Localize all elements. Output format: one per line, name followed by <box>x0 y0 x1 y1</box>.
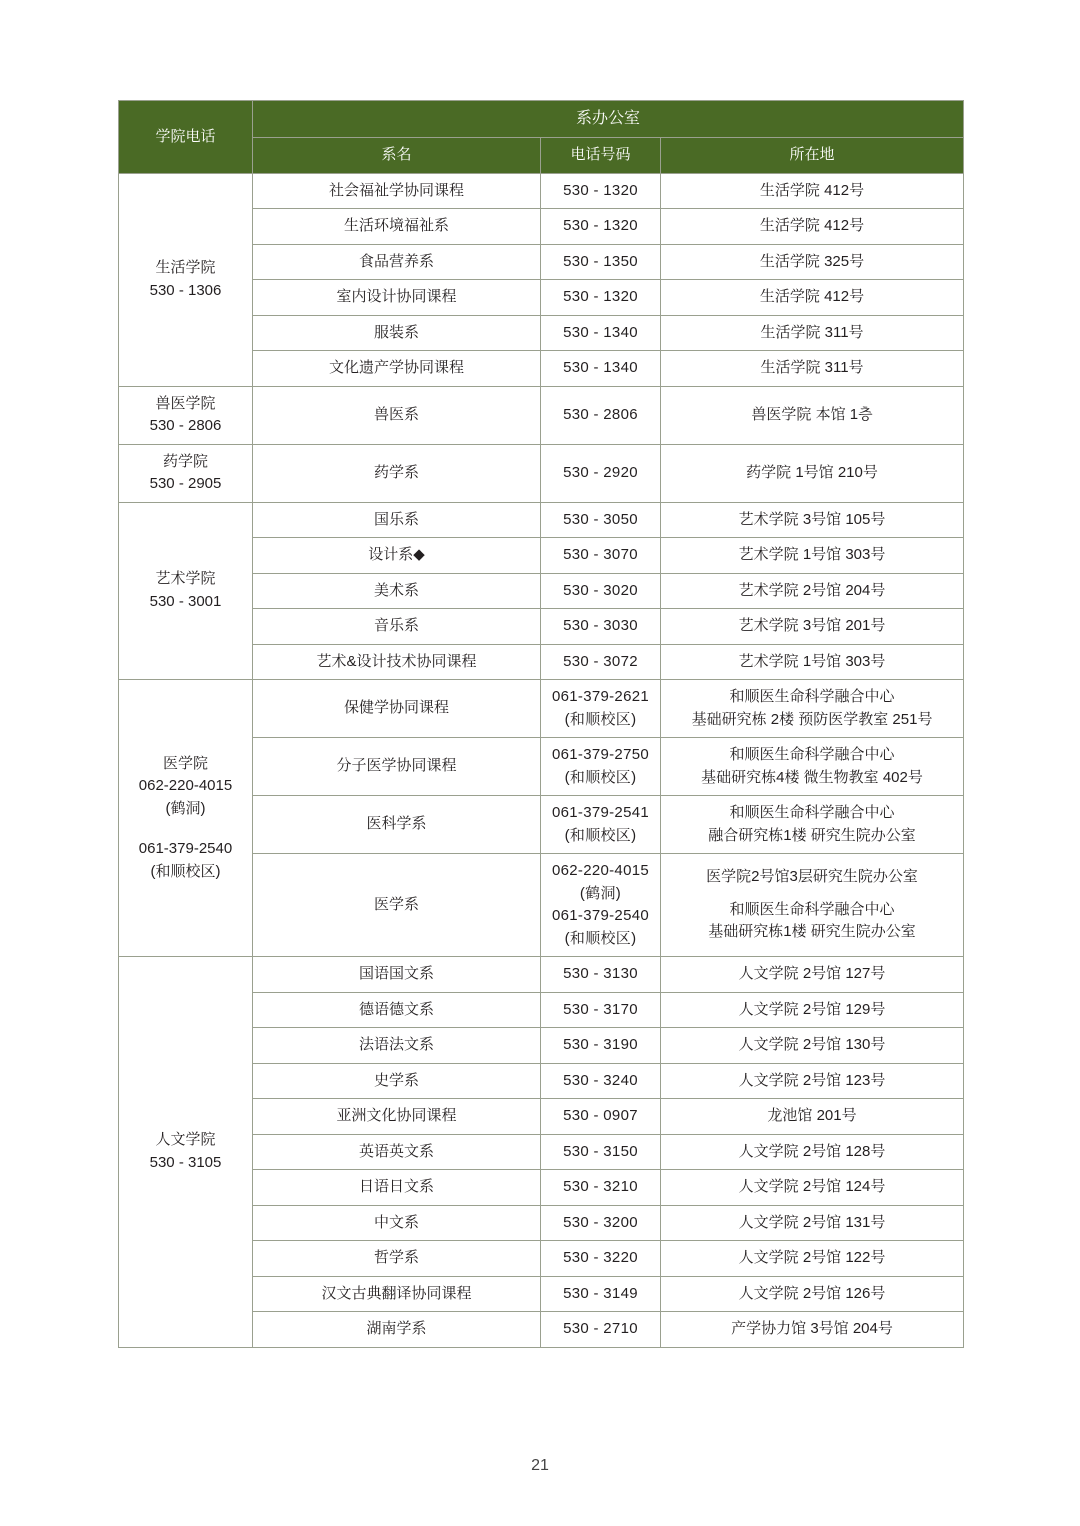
department-location: 生活学院 412号 <box>661 209 964 245</box>
department-location: 艺术学院 1号馆 303号 <box>661 644 964 680</box>
department-location: 人文学院 2号馆 128号 <box>661 1134 964 1170</box>
department-name: 食品营养系 <box>253 244 541 280</box>
department-location: 产学协力馆 3号馆 204号 <box>661 1312 964 1348</box>
phone-line: 061-379-2621 <box>551 688 649 705</box>
department-location <box>661 796 964 854</box>
table-row <box>119 173 964 209</box>
location-line: 融合研究栋1楼 研究生院办公室 <box>708 826 916 844</box>
department-location <box>661 680 964 738</box>
department-name: 医学系 <box>253 854 541 957</box>
table-header <box>119 101 964 174</box>
department-name: 音乐系 <box>253 609 541 645</box>
department-phone: 530 - 3149 <box>541 1276 661 1312</box>
college-campus-1: (鹤洞) <box>165 799 206 817</box>
department-name: 史学系 <box>253 1063 541 1099</box>
department-name: 药学系 <box>253 444 541 502</box>
department-phone: 530 - 3150 <box>541 1134 661 1170</box>
department-location: 艺术学院 3号馆 105号 <box>661 502 964 538</box>
department-phone: 530 - 1320 <box>541 209 661 245</box>
college-phone-1: 062-220-4015 <box>138 777 233 795</box>
location-line: 基础研究栋4楼 微生物教室 402号 <box>701 768 923 786</box>
college-cell <box>119 680 253 957</box>
department-name: 设计系◆ <box>253 538 541 574</box>
department-name: 英语英文系 <box>253 1134 541 1170</box>
college-phone: 530 - 2806 <box>149 417 222 434</box>
location-line: 和顺医生命科学融合中心 <box>729 746 895 763</box>
department-name: 国乐系 <box>253 502 541 538</box>
spacer <box>665 889 959 899</box>
department-location: 药学院 1号馆 210号 <box>661 444 964 502</box>
college-cell <box>119 957 253 1348</box>
college-name: 药学院 <box>162 452 208 470</box>
department-name: 亚洲文化协同课程 <box>253 1099 541 1135</box>
phone-line: 062-220-4015 <box>551 862 649 879</box>
department-location: 生活学院 325号 <box>661 244 964 280</box>
department-location <box>661 854 964 957</box>
department-phone: 530 - 1340 <box>541 351 661 387</box>
table-row <box>119 444 964 502</box>
department-name: 日语日文系 <box>253 1170 541 1206</box>
department-name: 汉文古典翻译协同课程 <box>253 1276 541 1312</box>
header-college-phone: 学院电话 <box>119 101 253 174</box>
department-phone: 530 - 2806 <box>541 386 661 444</box>
department-phone: 530 - 1340 <box>541 315 661 351</box>
college-phone: 530 - 3105 <box>149 1153 222 1171</box>
college-campus-2: (和顺校区) <box>150 862 221 880</box>
table-row <box>119 386 964 444</box>
department-phone <box>541 680 661 738</box>
college-name: 兽医学院 <box>155 394 216 412</box>
department-name: 法语法文系 <box>253 1028 541 1064</box>
department-name: 湖南学系 <box>253 1312 541 1348</box>
header-location: 所在地 <box>661 138 964 174</box>
phone-line: 061-379-2750 <box>551 746 649 763</box>
department-name: 文化遗产学协同课程 <box>253 351 541 387</box>
college-phone: 530 - 1306 <box>149 281 222 299</box>
department-name: 国语国文系 <box>253 957 541 993</box>
phone-campus: (和顺校区) <box>564 826 637 844</box>
table-header-row-1 <box>119 101 964 138</box>
college-phone-2: 061-379-2540 <box>138 840 233 858</box>
department-location: 人文学院 2号馆 131号 <box>661 1205 964 1241</box>
department-phone: 530 - 3170 <box>541 992 661 1028</box>
department-location: 生活学院 412号 <box>661 173 964 209</box>
department-name: 服装系 <box>253 315 541 351</box>
department-phone: 530 - 2920 <box>541 444 661 502</box>
college-name: 人文学院 <box>155 1131 216 1149</box>
department-name: 医科学系 <box>253 796 541 854</box>
department-name: 中文系 <box>253 1205 541 1241</box>
department-location: 生活学院 412号 <box>661 280 964 316</box>
college-cell <box>119 173 253 386</box>
department-location: 人文学院 2号馆 126号 <box>661 1276 964 1312</box>
page-number: 21 <box>531 1457 549 1474</box>
department-location: 生活学院 311号 <box>661 351 964 387</box>
department-phone: 530 - 0907 <box>541 1099 661 1135</box>
department-location: 龙池馆 201号 <box>661 1099 964 1135</box>
department-phone: 530 - 1320 <box>541 280 661 316</box>
department-phone: 530 - 3200 <box>541 1205 661 1241</box>
header-department-name: 系名 <box>253 138 541 174</box>
department-phone: 530 - 3130 <box>541 957 661 993</box>
college-cell <box>119 502 253 680</box>
spacer <box>123 820 248 838</box>
department-location: 艺术学院 1号馆 303号 <box>661 538 964 574</box>
location-line: 和顺医生命科学融合中心 <box>729 688 895 705</box>
college-name: 生活学院 <box>155 259 216 276</box>
department-name: 分子医学协同课程 <box>253 738 541 796</box>
table-row <box>119 957 964 993</box>
phone-campus: (和顺校区) <box>564 710 637 728</box>
department-name: 兽医系 <box>253 386 541 444</box>
department-location: 人文学院 2号馆 124号 <box>661 1170 964 1206</box>
department-phone <box>541 738 661 796</box>
department-name: 保健学协同课程 <box>253 680 541 738</box>
department-location: 人文学院 2号馆 122号 <box>661 1241 964 1277</box>
college-cell <box>119 444 253 502</box>
department-phone: 530 - 1320 <box>541 173 661 209</box>
department-name: 室内设计协同课程 <box>253 280 541 316</box>
college-cell <box>119 386 253 444</box>
phone-campus: (鹤洞) <box>579 884 622 902</box>
location-line: 基础研究栋 2楼 预防医学教室 251号 <box>691 710 933 728</box>
header-phone-number: 电话号码 <box>541 138 661 174</box>
location-line: 和顺医生命科学融合中心 <box>729 900 895 918</box>
phone-campus: (和顺校区) <box>564 768 637 786</box>
department-phone: 530 - 3220 <box>541 1241 661 1277</box>
header-department-office: 系办公室 <box>253 101 964 138</box>
college-name: 艺术学院 <box>155 570 216 588</box>
department-location: 人文学院 2号馆 127号 <box>661 957 964 993</box>
department-location: 艺术学院 2号馆 204号 <box>661 573 964 609</box>
department-directory-table <box>118 100 964 1348</box>
location-line: 和顺医生命科学融合中心 <box>729 804 895 821</box>
department-name: 生活环境福祉系 <box>253 209 541 245</box>
department-phone: 530 - 3240 <box>541 1063 661 1099</box>
department-phone: 530 - 3020 <box>541 573 661 609</box>
department-phone: 530 - 3072 <box>541 644 661 680</box>
department-phone: 530 - 2710 <box>541 1312 661 1348</box>
table-row <box>119 502 964 538</box>
department-name: 美术系 <box>253 573 541 609</box>
location-line: 医学院2号馆3层研究生院办公室 <box>706 868 918 886</box>
department-phone: 530 - 3030 <box>541 609 661 645</box>
department-location: 人文学院 2号馆 129号 <box>661 992 964 1028</box>
college-phone: 530 - 3001 <box>149 592 222 610</box>
location-line: 基础研究栋1楼 研究生院办公室 <box>708 923 916 941</box>
department-name: 艺术&设计技术协同课程 <box>253 644 541 680</box>
department-phone: 530 - 3050 <box>541 502 661 538</box>
department-phone: 530 - 1350 <box>541 244 661 280</box>
department-location: 艺术学院 3号馆 201号 <box>661 609 964 645</box>
phone-line: 061-379-2541 <box>551 804 649 821</box>
department-phone <box>541 796 661 854</box>
table-body <box>119 173 964 1347</box>
department-name: 哲学系 <box>253 1241 541 1277</box>
department-location: 生活学院 311号 <box>661 315 964 351</box>
department-location <box>661 738 964 796</box>
department-location: 兽医学院 本馆 1층 <box>661 386 964 444</box>
phone-line: 061-379-2540 <box>551 907 649 924</box>
department-location: 人文学院 2号馆 130号 <box>661 1028 964 1064</box>
department-directory-table-wrapper <box>118 100 963 1348</box>
phone-campus: (和顺校区) <box>564 929 637 947</box>
department-name: 社会福祉学协同课程 <box>253 173 541 209</box>
college-phone: 530 - 2905 <box>149 475 222 492</box>
department-phone: 530 - 3190 <box>541 1028 661 1064</box>
department-phone <box>541 854 661 957</box>
department-name: 德语德文系 <box>253 992 541 1028</box>
table-row <box>119 680 964 738</box>
department-location: 人文学院 2号馆 123号 <box>661 1063 964 1099</box>
college-name: 医学院 <box>162 754 208 772</box>
department-phone: 530 - 3210 <box>541 1170 661 1206</box>
department-phone: 530 - 3070 <box>541 538 661 574</box>
